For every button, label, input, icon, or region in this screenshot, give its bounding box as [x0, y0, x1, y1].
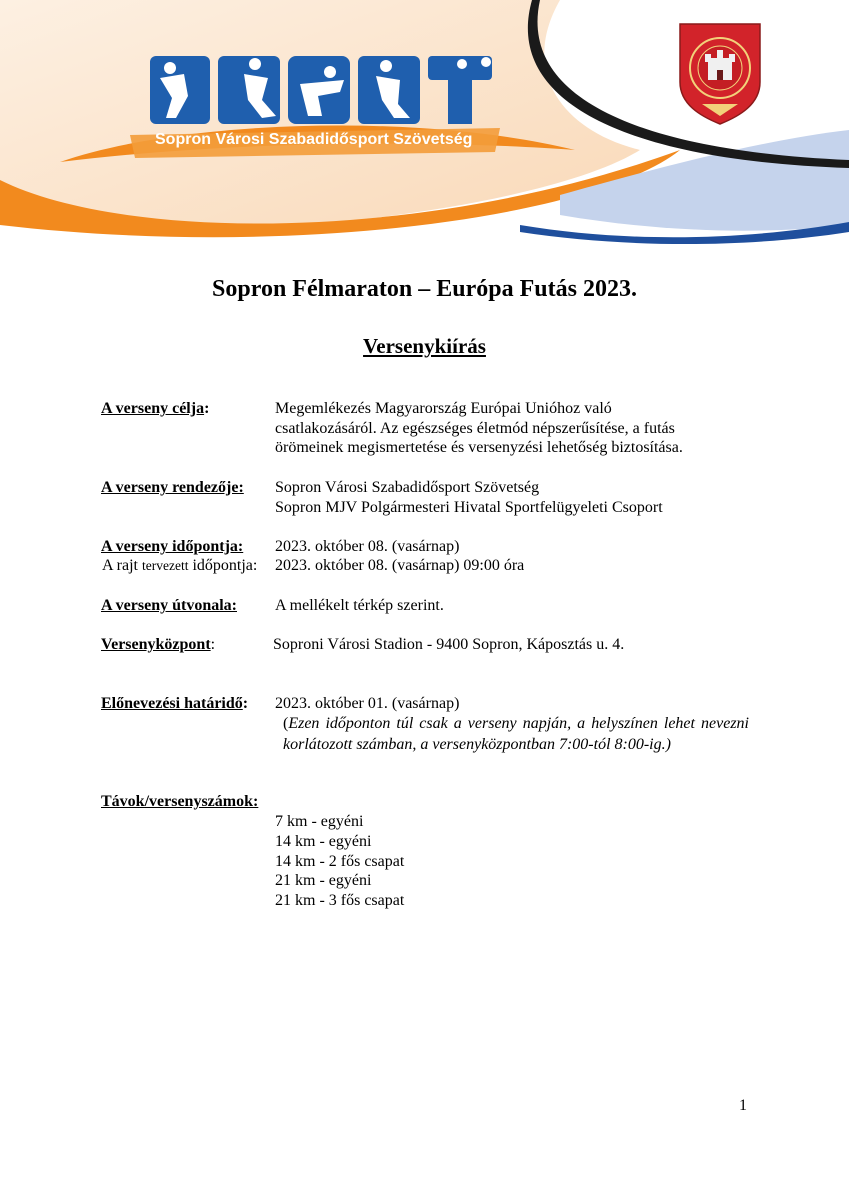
- race-center-value: Soproni Városi Stadion - 9400 Sopron, Káposztás u. 4.: [273, 636, 625, 653]
- sopron-crest-icon: [680, 24, 760, 124]
- document-subtitle: Versenykiírás: [363, 334, 486, 358]
- list-item: 21 km - 3 fős csapat: [275, 892, 405, 910]
- start-time-label: A rajt tervezett időpontja:: [102, 557, 258, 574]
- distances-list: [275, 812, 404, 911]
- date-label: A verseny időpontja:: [101, 538, 244, 555]
- header-graphic: [0, 0, 849, 250]
- logo-subtitle: Sopron Városi Szabadidősport Szövetség: [155, 131, 473, 148]
- date-value: 2023. október 08. (vasárnap): [275, 538, 460, 555]
- list-item: 14 km - 2 fős csapat: [275, 852, 405, 870]
- document-title: Sopron Félmaraton – Európa Futás 2023.: [212, 276, 637, 302]
- start-time-value: 2023. október 08. (vasárnap) 09:00 óra: [275, 557, 525, 574]
- list-item: 21 km - egyéni: [275, 872, 372, 890]
- organizer-text: Sopron Városi Szabadidősport Szövetség Sopron MJV Polgármesteri Hivatal Sportfelügyeleti Csoport: [275, 479, 663, 516]
- list-item: 7 km - egyéni: [275, 813, 364, 830]
- page-number: 1: [739, 1097, 747, 1114]
- route-label: A verseny útvonala:: [101, 597, 237, 614]
- preregistration-label: Előnevezési határidő: [101, 695, 243, 712]
- preregistration-value: 2023. október 01. (vasárnap): [275, 695, 460, 712]
- race-center-label: Versenyközpont: [101, 636, 211, 653]
- goal-text: Megemlékezés Magyarország Európai Unióhoz való csatlakozásáról. Az egészséges életmód népszerűsítése, a futás örömeinek megismertetése és versenyzési lehetőség biztosítása.: [275, 400, 683, 456]
- distances-label: Távok/versenyszámok:: [101, 793, 259, 810]
- route-value: A mellékelt térkép szerint.: [275, 597, 444, 614]
- goal-label: A verseny célja: [101, 400, 205, 417]
- organizer-label: A verseny rendezője:: [101, 479, 244, 496]
- list-item: 14 km - egyéni: [275, 832, 372, 850]
- preregistration-note: (Ezen időponton túl csak a verseny napján, a helyszínen lehet nevezni korlátozott számban, a versenyközpontban 7:00-tól 8:00-ig.): [283, 715, 749, 753]
- header-banner: [0, 0, 849, 250]
